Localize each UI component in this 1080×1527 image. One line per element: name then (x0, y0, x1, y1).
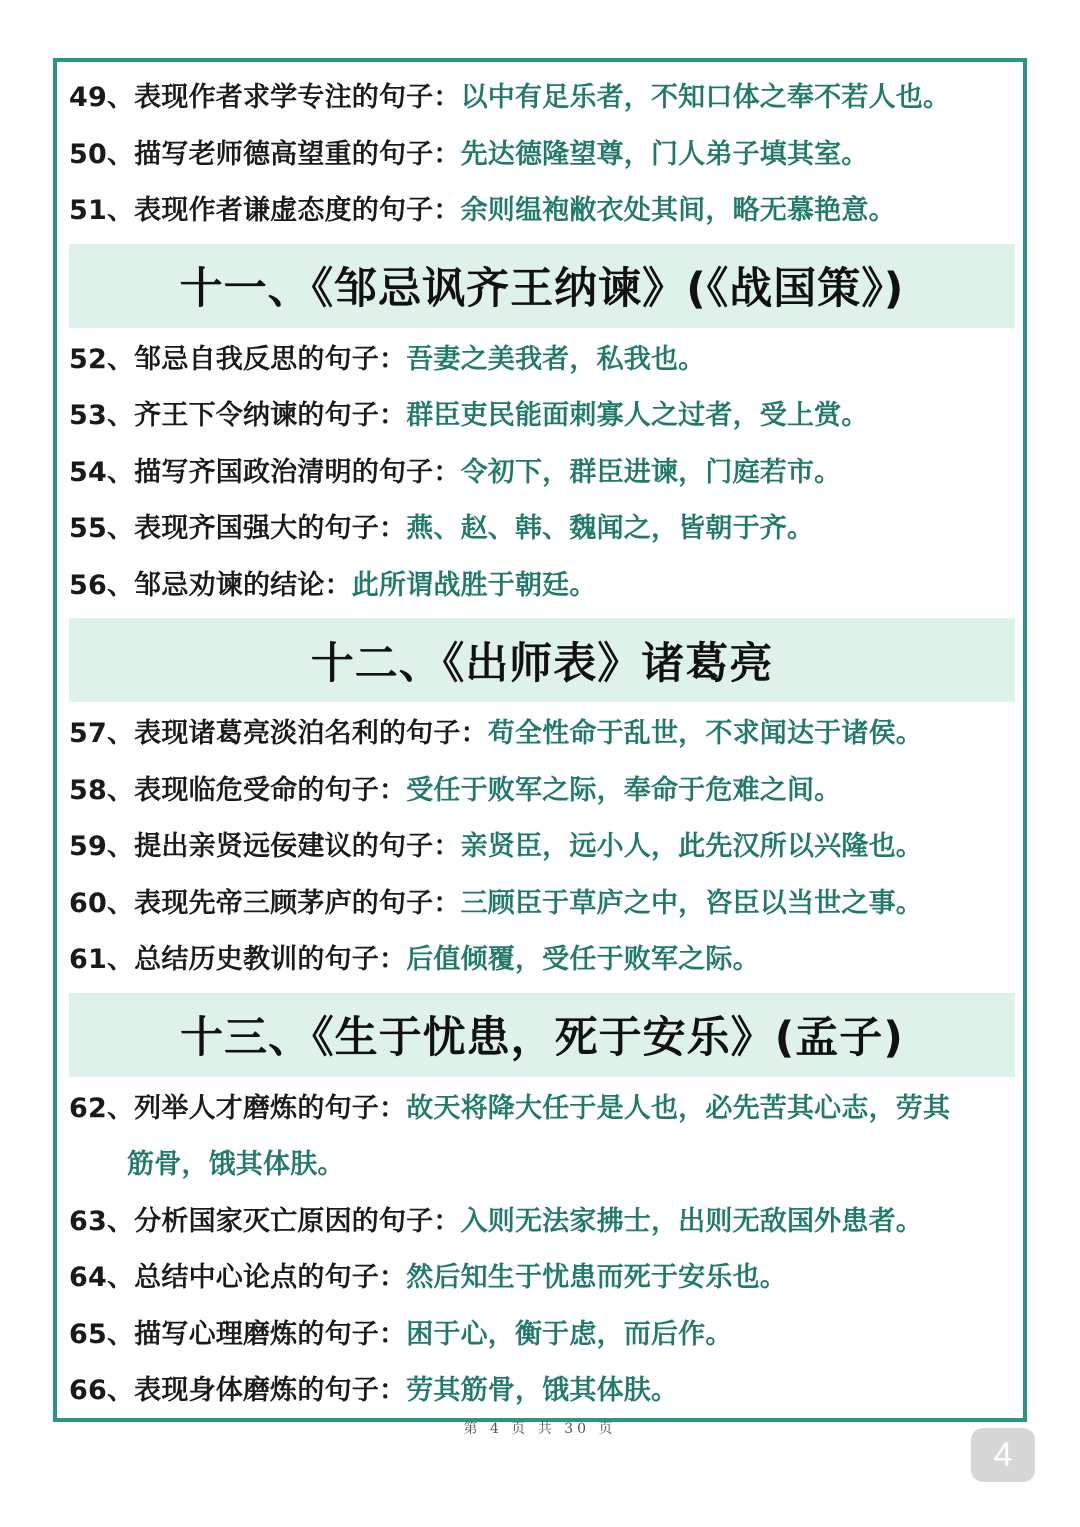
item-answer: 群臣吏民能面刺寡人之过者，受上赏。 (406, 400, 869, 431)
list-item (69, 70, 1015, 127)
content-list (69, 70, 1015, 1420)
item-label: 64、总结中心论点的句子： (69, 1262, 407, 1293)
item-answer: 受任于败军之际，奉命于危难之间。 (406, 774, 842, 806)
list-item (69, 1081, 1015, 1194)
list-item (69, 1250, 1015, 1307)
item-label: 55、表现齐国强大的句子： (69, 513, 407, 544)
list-item (69, 932, 1015, 989)
item-answer: 入则无法家拂士，出则无敌国外患者。 (460, 1205, 923, 1237)
list-item (69, 127, 1015, 184)
item-answer: 先达德隆望尊，门人弟子填其室。 (460, 138, 869, 170)
item-answer: 劳其筋骨，饿其体肤。 (406, 1375, 679, 1406)
item-label: 50、描写老师德高望重的句子： (69, 138, 461, 170)
list-item (69, 819, 1015, 876)
list-item (69, 558, 1015, 615)
page-number-badge: 4 (971, 1428, 1035, 1482)
item-label: 56、邹忌劝谏的结论： (69, 569, 352, 601)
item-answer: 三顾臣于草庐之中，咨臣以当世之事。 (460, 887, 923, 919)
list-item (69, 876, 1015, 933)
section-heading: 十三、《生于忧患，死于安乐》(孟子) (69, 993, 1015, 1077)
list-item (69, 706, 1015, 763)
list-item (69, 388, 1015, 445)
section-heading: 十一、《邹忌讽齐王纳谏》(《战国策》) (69, 244, 1015, 328)
item-label: 53、齐王下令纳谏的句子： (69, 400, 407, 431)
item-answer: 困于心，衡于虑，而后作。 (406, 1318, 733, 1350)
item-answer: 以中有足乐者，不知口体之奉不若人也。 (460, 82, 951, 113)
item-label: 49、表现作者求学专注的句子： (69, 82, 461, 113)
item-label: 58、表现临危受命的句子： (69, 774, 407, 806)
list-item (69, 1363, 1015, 1420)
item-label: 66、表现身体磨炼的句子： (69, 1375, 407, 1406)
item-answer-continued: 筋骨，饿其体肤。 (127, 1149, 345, 1180)
item-label: 65、描写心理磨炼的句子： (69, 1318, 407, 1350)
item-answer: 亲贤臣，远小人，此先汉所以兴隆也。 (460, 831, 923, 862)
item-label: 52、邹忌自我反思的句子： (69, 343, 407, 375)
item-answer: 此所谓战胜于朝廷。 (351, 569, 597, 601)
item-label: 59、提出亲贤远佞建议的句子： (69, 831, 461, 862)
page-frame (53, 58, 1027, 1422)
list-item (69, 183, 1015, 240)
item-label: 61、总结历史教训的句子： (69, 944, 407, 975)
item-answer: 令初下，群臣进谏，门庭若市。 (460, 456, 842, 488)
item-answer: 然后知生于忧患而死于安乐也。 (406, 1262, 787, 1293)
item-answer: 吾妻之美我者，私我也。 (406, 343, 706, 375)
item-answer: 苟全性命于乱世，不求闻达于诸侯。 (487, 718, 923, 749)
list-item (69, 332, 1015, 389)
item-answer: 后值倾覆，受任于败军之际。 (406, 944, 760, 975)
item-answer: 故天将降大任于是人也，必先苦其心志，劳其 (406, 1092, 951, 1124)
list-item (69, 501, 1015, 558)
item-label: 62、列举人才磨炼的句子： (69, 1092, 407, 1124)
item-label: 54、描写齐国政治清明的句子： (69, 456, 461, 488)
list-item (69, 763, 1015, 820)
list-item (69, 1194, 1015, 1251)
list-item (69, 1307, 1015, 1364)
item-label: 51、表现作者谦虚态度的句子： (69, 195, 461, 226)
list-item (69, 445, 1015, 502)
item-answer: 燕、赵、韩、魏闻之，皆朝于齐。 (406, 513, 815, 544)
item-label: 60、表现先帝三顾茅庐的句子： (69, 887, 461, 919)
item-label: 57、表现诸葛亮淡泊名利的句子： (69, 718, 488, 749)
item-label: 63、分析国家灭亡原因的句子： (69, 1205, 461, 1237)
page-footer: 第 4 页 共 30 页 (463, 1421, 617, 1437)
item-answer: 余则缊袍敝衣处其间，略无慕艳意。 (460, 195, 896, 226)
section-heading: 十二、《出师表》诸葛亮 (69, 618, 1015, 702)
